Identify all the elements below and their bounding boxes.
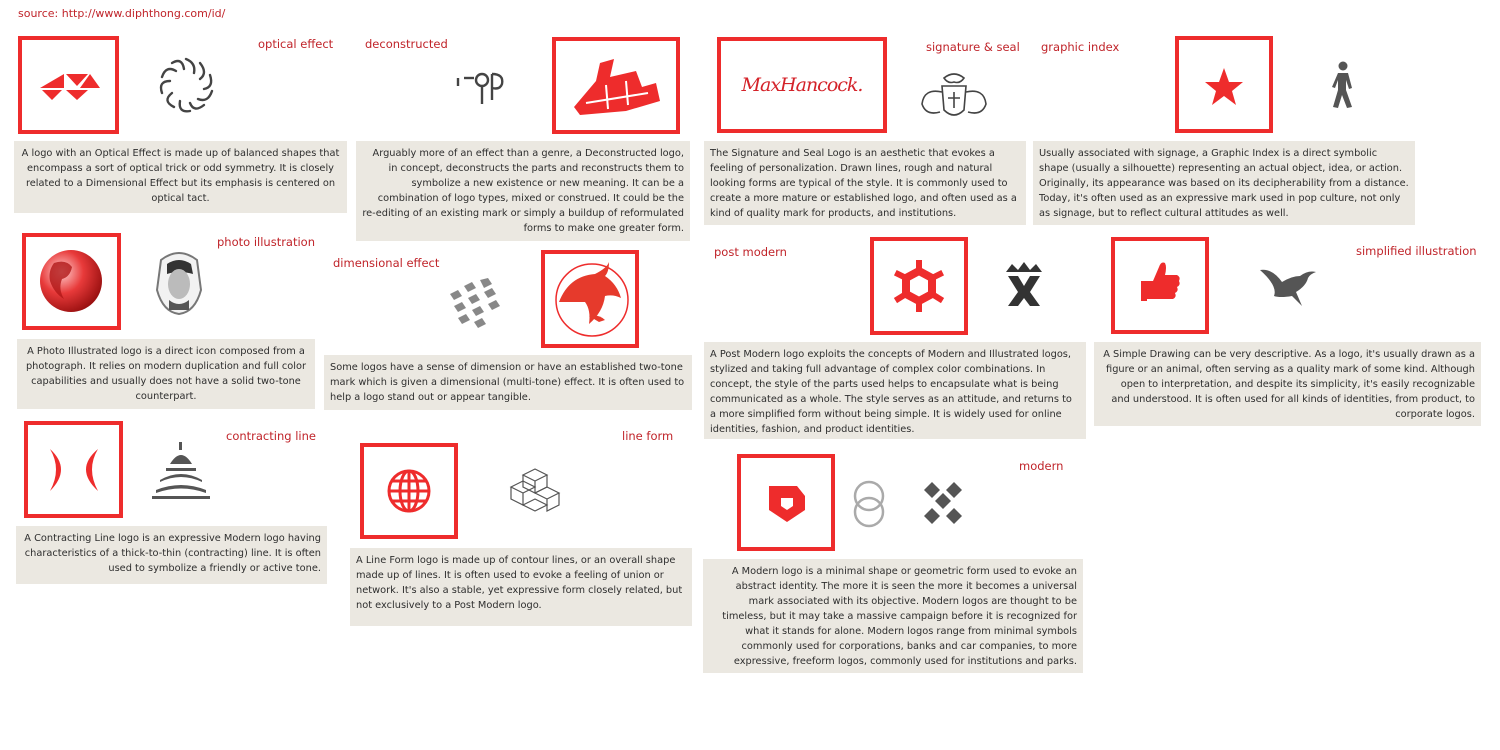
crown-x-icon xyxy=(1000,260,1048,310)
pipe-logo-icon xyxy=(456,66,508,108)
hexagon-logo-icon xyxy=(874,241,964,331)
logo-frame-deconstructed xyxy=(552,37,680,134)
label-post-modern: post modern xyxy=(714,245,787,259)
logo-frame-simplified-illustration xyxy=(1111,237,1209,334)
signature-logo-icon: MaxHancock. xyxy=(741,74,863,96)
logo-frame-modern xyxy=(737,454,835,551)
wire-cubes-icon xyxy=(505,465,565,517)
dimensional-tiles-icon xyxy=(446,278,500,334)
triangles-logo-icon xyxy=(22,40,115,130)
wire-globe-icon xyxy=(364,447,454,535)
factory-logo-icon xyxy=(556,41,676,130)
desc-optical-effect: A logo with an Optical Effect is made up of balanced shapes that encompass a sort of optical trick or odd symmetry. It is closely related to a Dimensional Effect but its emphasis is centered on optical tact. xyxy=(14,141,347,213)
logo-frame-signature-seal xyxy=(717,37,887,133)
thumbs-up-icon xyxy=(1115,241,1205,330)
label-photo-illustration: photo illustration xyxy=(217,235,316,249)
label-modern: modern xyxy=(1019,459,1064,473)
diamond-grid-icon xyxy=(920,480,968,526)
rings-icon xyxy=(850,478,888,530)
logo-frame-dimensional-effect xyxy=(541,250,639,348)
star-icon xyxy=(1179,40,1269,129)
desc-line-form: A Line Form logo is made up of contour lines, or an overall shape made up of lines. It is often used to evoke a feeling of union or network. It's also a stable, yet expressive form closely related, but not exclusively to a Post Modern logo. xyxy=(350,548,692,626)
desc-deconstructed: Arguably more of an effect than a genre, a Deconstructed logo, in concept, deconstructs the parts and reconstructs them to symbolize a new existence or new meaning. It can be a combination of logo types, mixed or construed. It could be the re-editing of an existing mark or simply a buildup of reformulated forms to make one greater form. xyxy=(356,141,690,241)
desc-photo-illustration: A Photo Illustrated logo is a direct icon composed from a photograph. It relies on modern duplication and full color capabilities and usually does not have a solid two-tone counterpart. xyxy=(17,339,315,409)
label-dimensional-effect: dimensional effect xyxy=(333,256,440,270)
label-signature-seal: signature & seal xyxy=(926,40,1020,54)
shield-d-icon xyxy=(741,458,831,547)
label-deconstructed: deconstructed xyxy=(365,37,448,51)
man-portrait-icon xyxy=(155,250,203,316)
label-graphic-index: graphic index xyxy=(1041,40,1120,54)
parentheses-logo-icon xyxy=(28,425,119,514)
logo-frame-optical-effect xyxy=(18,36,119,134)
desc-post-modern: A Post Modern logo exploits the concepts of Modern and Illustrated logos, stylized and taking full advantage of complex color combinations. In concept, the style of the parts used helps to encapsulate what is being communicated as a whole. The style serves as an attitude, and returns to a more simplified form without being simple. It is widely used for online identities, fashion, and product identities. xyxy=(704,342,1086,439)
desc-graphic-index: Usually associated with signage, a Graphic Index is a direct symbolic shape (usually a silhouette) representing an actual object, idea, or action. Originally, its appearance was based on its decipherability from a distance. Today, it's often used as an expressive mark used in pop culture, not only as signage, but to reflect cultural attitudes as well. xyxy=(1033,141,1415,225)
label-optical-effect: optical effect xyxy=(258,37,334,51)
logo-frame-line-form xyxy=(360,443,458,539)
label-contracting-line: contracting line xyxy=(226,429,316,443)
label-simplified-illustration: simplified illustration xyxy=(1356,244,1477,258)
label-line-form: line form xyxy=(622,429,674,443)
logo-frame-graphic-index xyxy=(1175,36,1273,133)
capitol-dome-icon xyxy=(150,440,212,502)
dolphin-icon xyxy=(545,254,635,344)
logo-frame-contracting-line xyxy=(24,421,123,518)
desc-signature-seal: The Signature and Seal Logo is an aesthetic that evokes a feeling of personalization. Drawn lines, rough and natural looking forms are typical of the style. It is commonly used to create a more mature or established logo, and often used as a kind of quality mark for products, and institutions. xyxy=(704,141,1026,225)
spiral-logo-icon xyxy=(155,55,217,115)
seal-crest-icon xyxy=(918,68,990,128)
desc-modern: A Modern logo is a minimal shape or geometric form used to evoke an abstract identity. The more it is seen the more it becomes a universal mark associated with its objective. Modern logos are thought to be timeless, but it may take a massive campaign before it is recognized for what it stands for alone. Modern logos range from minimal symbols commonly used for corporations, banks and car companies, to more expressive, freeform logos, commonly used for institutions and parks. xyxy=(703,559,1083,673)
globe-photo-icon xyxy=(26,237,117,326)
desc-simplified-illustration: A Simple Drawing can be very descriptive. As a logo, it's usually drawn as a figure or an animal, often serving as a quality mark of some kind. Although open to interpretation, and despite its simplicity, it's easily recognizable and understood. It is often used for all kinds of identities, from product, to corporate logos. xyxy=(1094,342,1481,426)
walking-man-icon xyxy=(1326,60,1360,110)
desc-dimensional-effect: Some logos have a sense of dimension or have an established two-tone mark which is given a dimensional (multi-tone) effect. It is often used to help a logo stand out or appear tangible. xyxy=(324,355,692,410)
logo-frame-photo-illustration xyxy=(22,233,121,330)
bird-icon xyxy=(1258,262,1318,310)
logo-frame-post-modern xyxy=(870,237,968,335)
source-credit: source: http://www.diphthong.com/id/ xyxy=(18,7,226,20)
desc-contracting-line: A Contracting Line logo is an expressive Modern logo having characteristics of a thick-to-thin (contracting) line. It is often used to symbolize a friendly or active tone. xyxy=(16,526,327,584)
